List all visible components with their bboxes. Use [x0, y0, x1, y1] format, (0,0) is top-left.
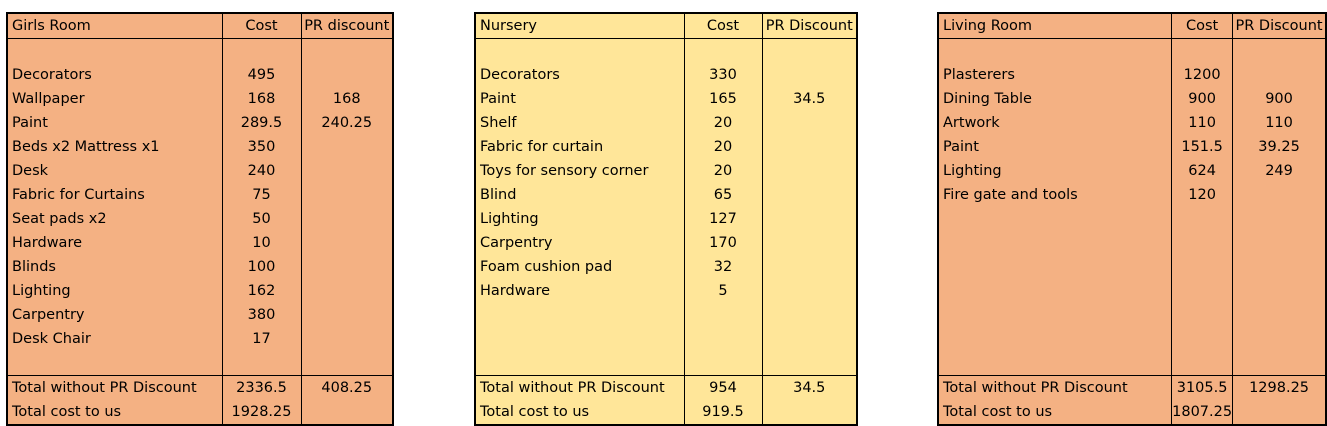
item-cell[interactable]: [7, 39, 222, 64]
pr-discount-cell[interactable]: [1233, 231, 1326, 255]
item-cell[interactable]: Lighting: [938, 159, 1172, 183]
table-row: [7, 231, 393, 255]
item-cell[interactable]: Carpentry: [475, 231, 684, 255]
cost-cell[interactable]: [1172, 207, 1233, 231]
pr-discount-cell[interactable]: [301, 183, 393, 207]
pr-discount-cell[interactable]: [1233, 39, 1326, 64]
pr-discount-cell[interactable]: [1233, 255, 1326, 279]
cost-cell[interactable]: 954: [684, 376, 762, 401]
cost-cell[interactable]: [1172, 351, 1233, 376]
cost-cell[interactable]: 900: [1172, 87, 1233, 111]
cost-cell[interactable]: 289.5: [222, 111, 301, 135]
table-row: [475, 303, 857, 327]
table-row: [7, 255, 393, 279]
item-cell[interactable]: [938, 39, 1172, 64]
pr-discount-cell[interactable]: [762, 303, 857, 327]
pr-discount-cell[interactable]: [301, 279, 393, 303]
table-row: [475, 159, 857, 183]
cost-cell[interactable]: 20: [684, 159, 762, 183]
item-cell[interactable]: Shelf: [475, 111, 684, 135]
cost-cell[interactable]: 50: [222, 207, 301, 231]
table-row: [7, 39, 393, 64]
header-pr-discount: PR Discount: [762, 13, 857, 39]
cost-cell[interactable]: 17: [222, 327, 301, 351]
item-cell[interactable]: Hardware: [7, 231, 222, 255]
pr-discount-cell[interactable]: 408.25: [301, 376, 393, 401]
item-cell[interactable]: [938, 303, 1172, 327]
pr-discount-cell[interactable]: [762, 159, 857, 183]
total-cost-row: [938, 400, 1326, 425]
table-row: [938, 279, 1326, 303]
table-row: [938, 183, 1326, 207]
pr-discount-cell[interactable]: [301, 231, 393, 255]
cost-cell[interactable]: [684, 303, 762, 327]
pr-discount-cell[interactable]: [762, 255, 857, 279]
pr-discount-cell[interactable]: [1233, 303, 1326, 327]
cost-cell[interactable]: 1928.25: [222, 400, 301, 425]
item-cell[interactable]: Decorators: [475, 63, 684, 87]
cost-cell[interactable]: 168: [222, 87, 301, 111]
header-pr-discount: PR discount: [301, 13, 393, 39]
pr-discount-cell[interactable]: [762, 351, 857, 376]
item-cell[interactable]: Fabric for curtain: [475, 135, 684, 159]
item-cell[interactable]: [938, 255, 1172, 279]
cost-cell[interactable]: 20: [684, 135, 762, 159]
table-row: [475, 63, 857, 87]
cost-cell[interactable]: 162: [222, 279, 301, 303]
table-row: [7, 207, 393, 231]
item-cell[interactable]: [938, 207, 1172, 231]
cost-cell[interactable]: 1807.25: [1172, 400, 1233, 425]
item-cell[interactable]: Seat pads x2: [7, 207, 222, 231]
item-cell[interactable]: Wallpaper: [7, 87, 222, 111]
cost-cell[interactable]: [1172, 303, 1233, 327]
item-cell[interactable]: [475, 303, 684, 327]
pr-discount-cell[interactable]: [762, 111, 857, 135]
item-cell[interactable]: Total without PR Discount: [475, 376, 684, 401]
cost-cell[interactable]: 170: [684, 231, 762, 255]
cost-cell[interactable]: 5: [684, 279, 762, 303]
item-cell[interactable]: Blind: [475, 183, 684, 207]
table-row: [475, 111, 857, 135]
item-cell[interactable]: Foam cushion pad: [475, 255, 684, 279]
item-cell[interactable]: Plasterers: [938, 63, 1172, 87]
pr-discount-cell[interactable]: [301, 351, 393, 376]
item-cell[interactable]: [938, 279, 1172, 303]
table-row: [938, 159, 1326, 183]
table-row: [938, 327, 1326, 351]
pr-discount-cell[interactable]: [301, 303, 393, 327]
pr-discount-cell[interactable]: [301, 159, 393, 183]
item-cell[interactable]: Fire gate and tools: [938, 183, 1172, 207]
item-cell[interactable]: Desk Chair: [7, 327, 222, 351]
table-row: [7, 303, 393, 327]
table-row: [938, 87, 1326, 111]
pr-discount-cell[interactable]: [1233, 279, 1326, 303]
pr-discount-cell[interactable]: [1233, 63, 1326, 87]
cost-cell[interactable]: 65: [684, 183, 762, 207]
header-cost: Cost: [1172, 13, 1233, 39]
cost-cell[interactable]: 240: [222, 159, 301, 183]
cost-cell[interactable]: 110: [1172, 111, 1233, 135]
table-row: [938, 63, 1326, 87]
item-cell[interactable]: Paint: [7, 111, 222, 135]
header-row: [475, 13, 857, 39]
total-row: [938, 376, 1326, 401]
item-cell[interactable]: Artwork: [938, 111, 1172, 135]
item-cell[interactable]: Paint: [938, 135, 1172, 159]
table-row: [7, 135, 393, 159]
item-cell[interactable]: [938, 231, 1172, 255]
item-cell[interactable]: [938, 351, 1172, 376]
cost-cell[interactable]: [222, 351, 301, 376]
pr-discount-cell[interactable]: [762, 279, 857, 303]
table-row: [938, 111, 1326, 135]
cost-cell[interactable]: 127: [684, 207, 762, 231]
pr-discount-cell[interactable]: 249: [1233, 159, 1326, 183]
pr-discount-cell[interactable]: [301, 207, 393, 231]
table-row: [7, 87, 393, 111]
pr-discount-cell[interactable]: [1233, 400, 1326, 425]
cost-cell[interactable]: 2336.5: [222, 376, 301, 401]
item-cell[interactable]: Toys for sensory corner: [475, 159, 684, 183]
header-cost: Cost: [222, 13, 301, 39]
pr-discount-cell[interactable]: [301, 327, 393, 351]
item-cell[interactable]: Beds x2 Mattress x1: [7, 135, 222, 159]
header-cost: Cost: [684, 13, 762, 39]
table-row: [475, 255, 857, 279]
item-cell[interactable]: [938, 327, 1172, 351]
item-cell[interactable]: Fabric for Curtains: [7, 183, 222, 207]
header-row: [938, 13, 1326, 39]
total-cost-row: [475, 400, 857, 425]
table-row: [938, 255, 1326, 279]
table-row: [475, 351, 857, 376]
total-row: [7, 376, 393, 401]
item-cell[interactable]: Lighting: [7, 279, 222, 303]
cost-cell[interactable]: 100: [222, 255, 301, 279]
table-row: [7, 183, 393, 207]
pr-discount-cell[interactable]: [762, 207, 857, 231]
item-cell[interactable]: Total without PR Discount: [938, 376, 1172, 401]
table-row: [475, 231, 857, 255]
item-cell[interactable]: [475, 351, 684, 376]
cost-cell[interactable]: 165: [684, 87, 762, 111]
item-cell[interactable]: Decorators: [7, 63, 222, 87]
pr-discount-cell[interactable]: [1233, 351, 1326, 376]
cost-cell[interactable]: 330: [684, 63, 762, 87]
pr-discount-cell[interactable]: [762, 231, 857, 255]
pr-discount-cell[interactable]: [762, 327, 857, 351]
pr-discount-cell[interactable]: [762, 183, 857, 207]
header-row: [7, 13, 393, 39]
pr-discount-cell[interactable]: [1233, 327, 1326, 351]
table-row: [475, 135, 857, 159]
pr-discount-cell[interactable]: [1233, 207, 1326, 231]
table-row: [7, 279, 393, 303]
table-row: [475, 279, 857, 303]
table-row: [938, 135, 1326, 159]
cost-cell[interactable]: 120: [1172, 183, 1233, 207]
cost-cell[interactable]: [684, 351, 762, 376]
cost-cell[interactable]: 151.5: [1172, 135, 1233, 159]
pr-discount-cell[interactable]: [301, 255, 393, 279]
cost-cell[interactable]: 495: [222, 63, 301, 87]
table-row: [938, 351, 1326, 376]
item-cell[interactable]: [7, 351, 222, 376]
cost-cell[interactable]: 350: [222, 135, 301, 159]
girls-room-table: [6, 12, 394, 426]
table-row: [475, 87, 857, 111]
item-cell[interactable]: Total without PR Discount: [7, 376, 222, 401]
pr-discount-cell[interactable]: 34.5: [762, 376, 857, 401]
cost-cell[interactable]: 380: [222, 303, 301, 327]
item-cell[interactable]: [475, 327, 684, 351]
pr-discount-cell[interactable]: 1298.25: [1233, 376, 1326, 401]
pr-discount-cell[interactable]: [301, 63, 393, 87]
item-cell[interactable]: Lighting: [475, 207, 684, 231]
table-row: [7, 159, 393, 183]
cost-cell[interactable]: [1172, 231, 1233, 255]
item-cell[interactable]: Hardware: [475, 279, 684, 303]
cost-cell[interactable]: 624: [1172, 159, 1233, 183]
item-cell[interactable]: [475, 39, 684, 64]
pr-discount-cell[interactable]: 34.5: [762, 87, 857, 111]
table-row: [7, 111, 393, 135]
item-cell[interactable]: Total cost to us: [938, 400, 1172, 425]
pr-discount-cell[interactable]: 39.25: [1233, 135, 1326, 159]
cost-cell[interactable]: 1200: [1172, 63, 1233, 87]
pr-discount-cell[interactable]: [301, 400, 393, 425]
item-cell[interactable]: Blinds: [7, 255, 222, 279]
pr-discount-cell[interactable]: [301, 135, 393, 159]
table-row: [7, 63, 393, 87]
pr-discount-cell[interactable]: 110: [1233, 111, 1326, 135]
total-cost-row: [7, 400, 393, 425]
table-row: [938, 231, 1326, 255]
cost-cell[interactable]: [1172, 327, 1233, 351]
table-row: [7, 351, 393, 376]
table-row: [938, 207, 1326, 231]
cost-cell[interactable]: 10: [222, 231, 301, 255]
cost-cell[interactable]: 20: [684, 111, 762, 135]
cost-cell[interactable]: 32: [684, 255, 762, 279]
cost-cell[interactable]: [1172, 39, 1233, 64]
header-room: Girls Room: [7, 13, 222, 39]
table-row: [475, 327, 857, 351]
header-room: Nursery: [475, 13, 684, 39]
pr-discount-cell[interactable]: [762, 400, 857, 425]
cost-cell[interactable]: 3105.5: [1172, 376, 1233, 401]
pr-discount-cell[interactable]: 240.25: [301, 111, 393, 135]
item-cell[interactable]: Paint: [475, 87, 684, 111]
item-cell[interactable]: Total cost to us: [7, 400, 222, 425]
pr-discount-cell[interactable]: [762, 135, 857, 159]
item-cell[interactable]: Carpentry: [7, 303, 222, 327]
pr-discount-cell[interactable]: 168: [301, 87, 393, 111]
item-cell[interactable]: Dining Table: [938, 87, 1172, 111]
cost-cell[interactable]: 75: [222, 183, 301, 207]
pr-discount-cell[interactable]: [762, 39, 857, 64]
pr-discount-cell[interactable]: 900: [1233, 87, 1326, 111]
table-row: [7, 327, 393, 351]
table-row: [475, 183, 857, 207]
cost-cell[interactable]: [684, 39, 762, 64]
cost-cell[interactable]: [222, 39, 301, 64]
pr-discount-cell[interactable]: [1233, 183, 1326, 207]
table-row: [938, 39, 1326, 64]
nursery-table: [474, 12, 858, 426]
pr-discount-cell[interactable]: [301, 39, 393, 64]
table-row: [475, 39, 857, 64]
header-pr-discount: PR Discount: [1233, 13, 1326, 39]
pr-discount-cell[interactable]: [762, 63, 857, 87]
item-cell[interactable]: Total cost to us: [475, 400, 684, 425]
table-row: [938, 303, 1326, 327]
total-row: [475, 376, 857, 401]
cost-cell[interactable]: [1172, 255, 1233, 279]
cost-cell[interactable]: [1172, 279, 1233, 303]
table-row: [475, 207, 857, 231]
living-room-table: [937, 12, 1327, 426]
header-room: Living Room: [938, 13, 1172, 39]
cost-cell[interactable]: [684, 327, 762, 351]
item-cell[interactable]: Desk: [7, 159, 222, 183]
cost-cell[interactable]: 919.5: [684, 400, 762, 425]
